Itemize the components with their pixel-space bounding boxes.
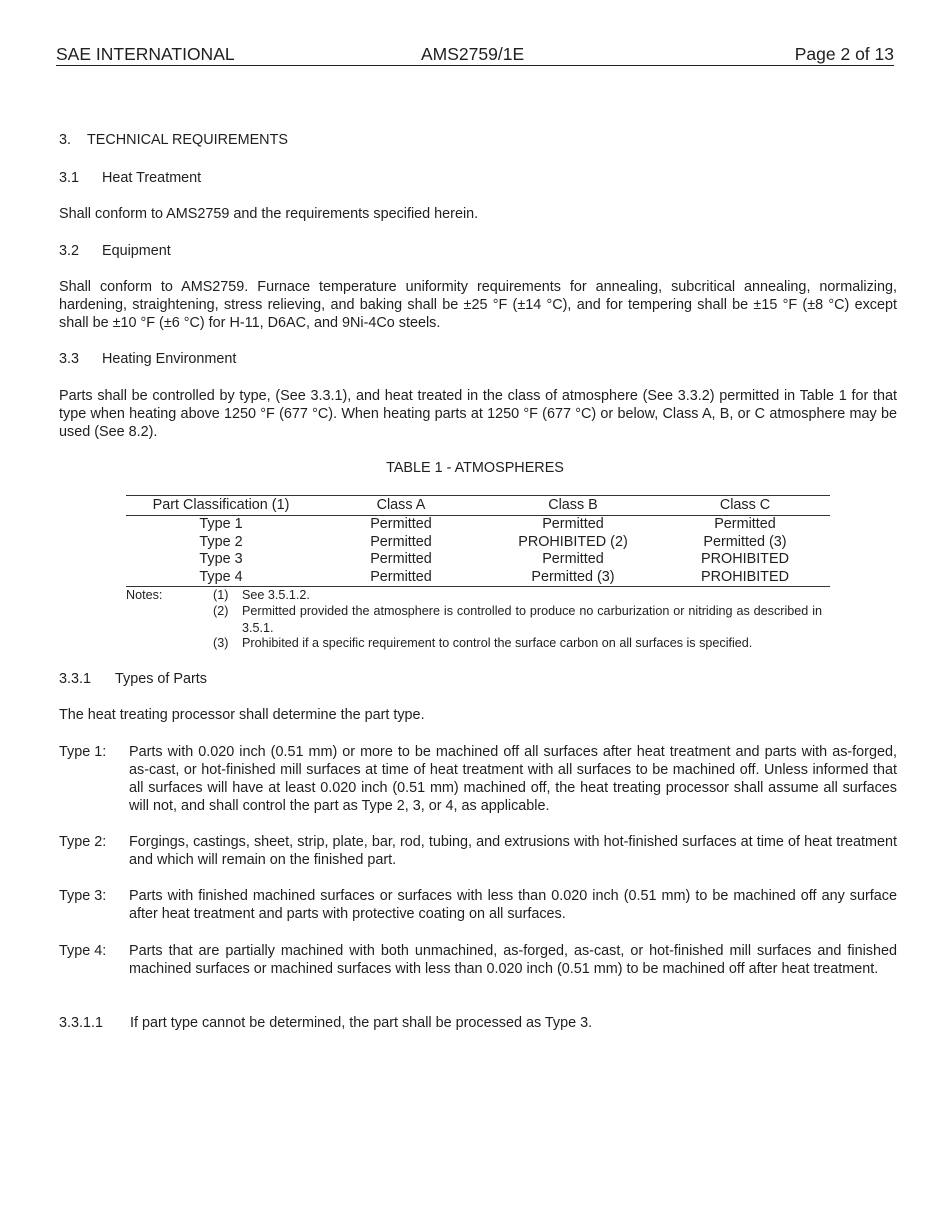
table-cell: Permitted bbox=[370, 568, 432, 585]
section-title: TECHNICAL REQUIREMENTS bbox=[87, 132, 288, 148]
paragraph-text: If part type cannot be determined, the part shall be processed as Type 3. bbox=[130, 1015, 593, 1031]
table-cell: Permitted bbox=[370, 551, 432, 568]
type-label: Type 1: bbox=[59, 744, 107, 760]
type-description: Parts that are partially machined with both unmachined, as-forged, as-cast, or hot-finished mill surfaces and finished machined surfaces or machined surfaces with less than 0.020 inch (0.51 mm) to be machined off after heat treatment. bbox=[129, 943, 897, 977]
section-number: 3.3.1.1 bbox=[59, 1015, 104, 1031]
header-doc-number: AMS2759/1E bbox=[421, 44, 525, 64]
table-cell: Type 2 bbox=[199, 533, 243, 550]
note-number: (3) bbox=[213, 636, 229, 650]
section-heading-3 bbox=[59, 131, 288, 149]
table-cell: PROHIBITED bbox=[701, 568, 789, 585]
note-number: (2) bbox=[213, 604, 229, 618]
paragraph-3-3-1: The heat treating processor shall determine the part type. bbox=[59, 707, 425, 723]
table-cell: Permitted (3) bbox=[531, 568, 615, 585]
section-title: Types of Parts bbox=[115, 671, 207, 687]
table-cell: Permitted bbox=[370, 516, 432, 532]
table-row bbox=[126, 551, 830, 569]
table-cell: Type 1 bbox=[199, 516, 243, 532]
header-page-number: Page 2 of 13 bbox=[794, 44, 894, 64]
page-header bbox=[56, 44, 894, 66]
column-header: Class A bbox=[376, 497, 426, 513]
paragraph-3-2: Shall conform to AMS2759. Furnace temperature uniformity requirements for annealing, subcritical annealing, normalizing, hardening, straightening, stress relieving, and baking shall be ±25 °F (±14 °C), and for tempering shall be ±15 °F (±8 °C) except shall be ±10 °F (±6 °C) for H-11, D6AC, and 9Ni-4Co steels. bbox=[59, 279, 897, 331]
note-text: See 3.5.1.2. bbox=[242, 588, 310, 602]
type-label: Type 4: bbox=[59, 943, 107, 959]
section-heading-3-3 bbox=[59, 350, 236, 368]
column-header: Class C bbox=[719, 497, 771, 513]
section-title: Heating Environment bbox=[102, 351, 237, 367]
type-description: Forgings, castings, sheet, strip, plate, bar, rod, tubing, and extrusions with hot-finished surfaces at time of heat treatment and which will remain on the finished part. bbox=[129, 834, 897, 868]
section-title: Heat Treatment bbox=[102, 170, 202, 186]
table-cell: Permitted bbox=[370, 533, 432, 550]
note-text: Prohibited if a specific requirement to control the surface carbon on all surfaces is specified. bbox=[242, 636, 753, 650]
table-cell: Type 4 bbox=[199, 568, 243, 585]
type-description: Parts with 0.020 inch (0.51 mm) or more to be machined off all surfaces after heat treatment and parts with as-forged, as-cast, or hot-finished mill surfaces at time of heat treatment with all surfaces to be machined off. Unless informed that all surfaces will have at least 0.020 inch (0.51 mm) machined off, the heat treating processor shall assume all surfaces will not, and shall control the part as Type 2, 3, or 4, as applicable. bbox=[129, 744, 897, 814]
section-number: 3.3.1 bbox=[59, 671, 92, 687]
column-header: Class B bbox=[548, 497, 598, 513]
table-cell: PROHIBITED bbox=[701, 551, 789, 568]
section-number: 3. bbox=[59, 132, 72, 148]
table-row bbox=[126, 534, 830, 552]
type-label: Type 2: bbox=[59, 834, 107, 850]
table-cell: Permitted bbox=[542, 551, 604, 568]
note-number: (1) bbox=[213, 588, 229, 602]
table-caption: TABLE 1 - ATMOSPHERES bbox=[386, 460, 564, 476]
note-text: Permitted provided the atmosphere is controlled to produce no carburization or nitriding as described in 3.5.1. bbox=[242, 604, 822, 635]
table-header-row bbox=[126, 496, 830, 516]
table-row bbox=[126, 516, 830, 534]
column-header: Part Classification (1) bbox=[152, 497, 290, 513]
section-heading-3-2 bbox=[59, 242, 171, 260]
table-cell: PROHIBITED (2) bbox=[518, 533, 628, 550]
section-heading-3-3-1 bbox=[59, 670, 207, 688]
table-cell: Permitted bbox=[542, 516, 604, 532]
header-publisher: SAE INTERNATIONAL bbox=[56, 44, 235, 64]
notes-label: Notes: bbox=[126, 588, 163, 602]
type-description: Parts with finished machined surfaces or surfaces with less than 0.020 inch (0.51 mm) to be machined off any surface after heat treatment and parts with protective coating on all surfaces. bbox=[129, 888, 897, 922]
section-number: 3.2 bbox=[59, 243, 80, 259]
section-number: 3.3 bbox=[59, 351, 80, 367]
type-label: Type 3: bbox=[59, 888, 107, 904]
table-cell: Permitted bbox=[714, 516, 776, 532]
table-row bbox=[126, 569, 830, 587]
table-cell: Permitted (3) bbox=[703, 533, 787, 550]
table-cell: Type 3 bbox=[199, 551, 243, 568]
paragraph-3-1: Shall conform to AMS2759 and the requirements specified herein. bbox=[59, 206, 479, 222]
paragraph-3-3: Parts shall be controlled by type, (See 3.3.1), and heat treated in the class of atmosphere (See 3.3.2) permitted in Table 1 for that type when heating above 1250 °F (677 °C). When heating parts at 1250 °F (677 °C) or below, Class A, B, or C atmosphere may be used (See 8.2). bbox=[59, 388, 897, 440]
atmospheres-table bbox=[126, 495, 830, 587]
section-heading-3-1 bbox=[59, 169, 201, 187]
section-title: Equipment bbox=[102, 243, 171, 259]
section-number: 3.1 bbox=[59, 170, 80, 186]
